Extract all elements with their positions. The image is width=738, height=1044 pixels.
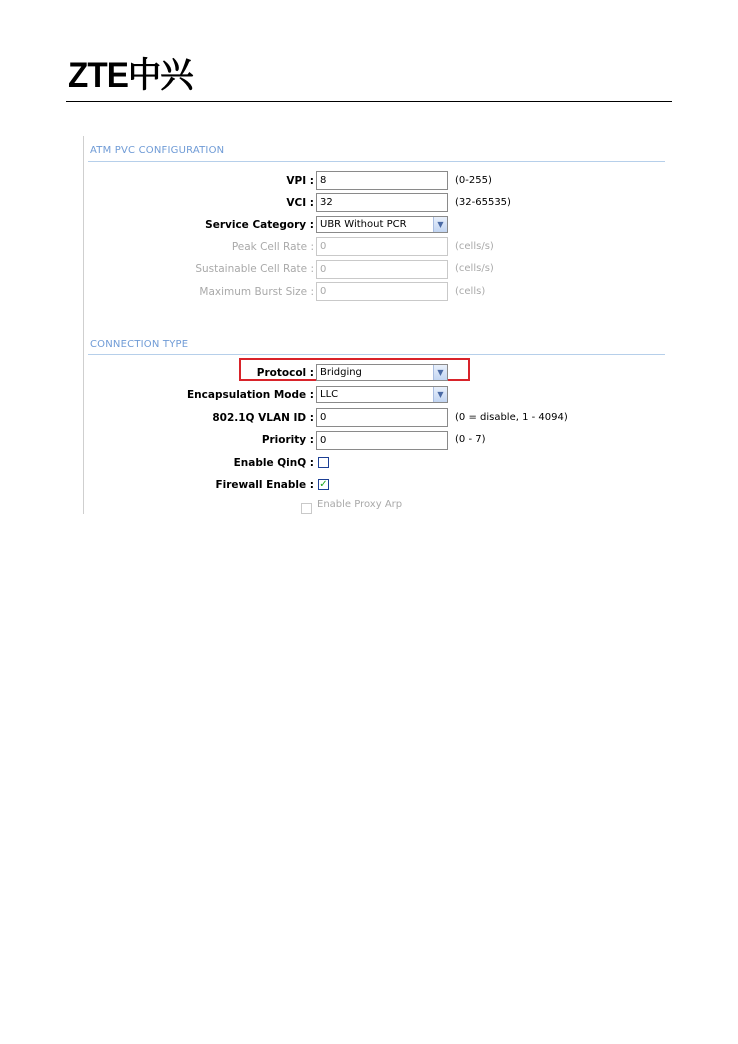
vci-label: VCI : [286, 197, 314, 209]
vci-hint: (32-65535) [455, 197, 511, 208]
encapsulation-mode-value: LLC [320, 389, 339, 400]
service-category-label: Service Category : [205, 219, 314, 231]
enable-qinq-label: Enable QinQ : [233, 457, 314, 469]
maximum-burst-size-label: Maximum Burst Size : [199, 286, 314, 298]
check-icon: ✓ [319, 479, 328, 490]
vpi-label: VPI : [286, 175, 314, 187]
sustainable-cell-rate-hint: (cells/s) [455, 263, 494, 274]
protocol-select[interactable] [316, 364, 448, 381]
protocol-label: Protocol : [256, 367, 314, 379]
vpi-input[interactable]: 8 [316, 171, 448, 190]
connection-section-line [88, 354, 665, 355]
protocol-value: Bridging [320, 367, 362, 378]
firewall-enable-label: Firewall Enable : [215, 479, 314, 491]
chevron-down-icon[interactable]: ▼ [433, 365, 447, 380]
peak-cell-rate-label: Peak Cell Rate : [231, 241, 314, 253]
enable-qinq-checkbox[interactable] [318, 457, 329, 468]
sustainable-cell-rate-input[interactable]: 0 [316, 260, 448, 279]
vlan-id-label: 802.1Q VLAN ID : [212, 412, 314, 424]
service-category-select[interactable] [316, 216, 448, 233]
firewall-enable-checkbox[interactable] [318, 479, 329, 490]
zte-logo: ZTE中兴 [68, 56, 193, 95]
encapsulation-mode-select[interactable] [316, 386, 448, 403]
connection-section-title: CONNECTION TYPE [90, 339, 189, 350]
atm-section-line [88, 161, 665, 162]
screenshot-left-border [83, 136, 84, 514]
encapsulation-mode-label: Encapsulation Mode : [187, 389, 314, 401]
vlan-id-hint: (0 = disable, 1 - 4094) [455, 412, 568, 423]
priority-label: Priority : [261, 434, 314, 446]
atm-section-title: ATM PVC CONFIGURATION [90, 145, 225, 156]
enable-proxy-arp-label: Enable Proxy Arp [317, 499, 403, 510]
sustainable-cell-rate-label: Sustainable Cell Rate : [195, 263, 314, 275]
maximum-burst-size-input[interactable]: 0 [316, 282, 448, 301]
enable-proxy-arp-checkbox[interactable] [301, 503, 312, 514]
header-divider [66, 101, 672, 102]
peak-cell-rate-input[interactable]: 0 [316, 237, 448, 256]
priority-hint: (0 - 7) [455, 434, 486, 445]
vci-input[interactable]: 32 [316, 193, 448, 212]
vlan-id-input[interactable]: 0 [316, 408, 448, 427]
chevron-down-icon[interactable]: ▼ [433, 217, 447, 232]
service-category-value: UBR Without PCR [320, 219, 407, 230]
maximum-burst-size-hint: (cells) [455, 286, 486, 297]
vpi-hint: (0-255) [455, 175, 492, 186]
peak-cell-rate-hint: (cells/s) [455, 241, 494, 252]
priority-input[interactable]: 0 [316, 431, 448, 450]
chevron-down-icon[interactable]: ▼ [433, 387, 447, 402]
